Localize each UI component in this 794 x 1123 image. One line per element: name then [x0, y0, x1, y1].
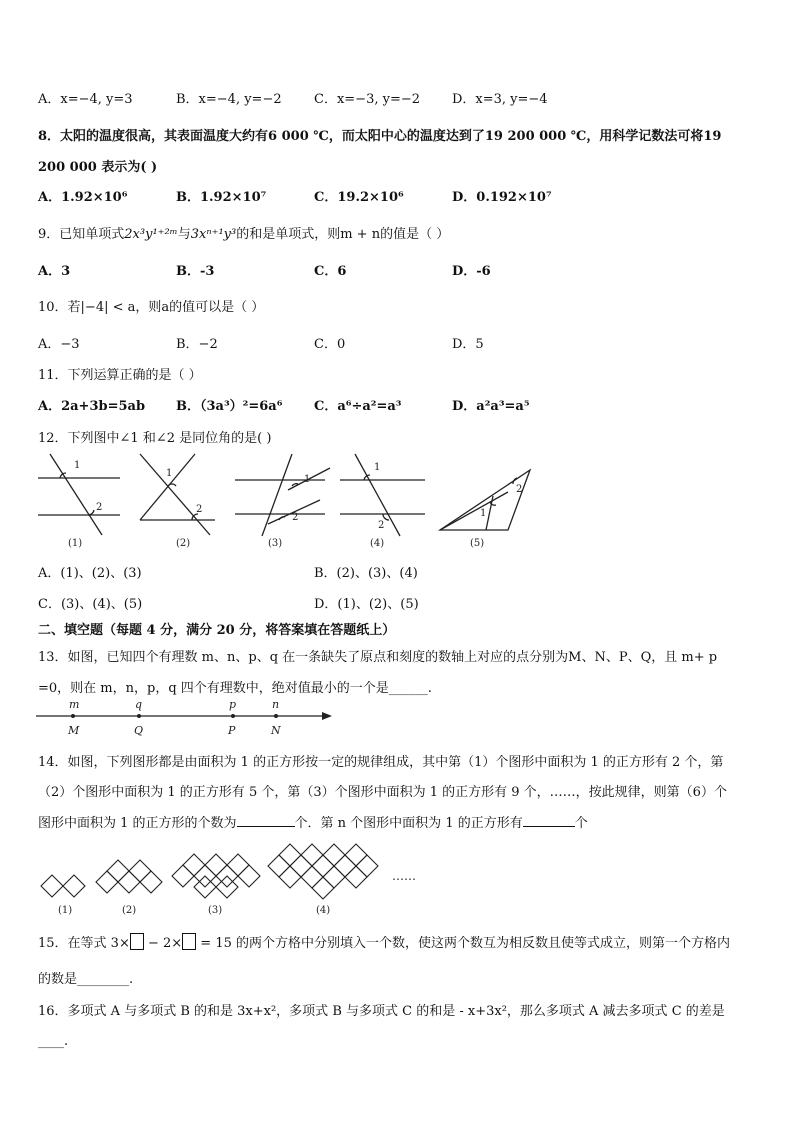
q11-option-b: B．（3a³）²=6a⁶: [176, 399, 283, 414]
q14-stem-line2: （2）个图形中面积为 1 的正方形有 5 个，第（3）个图形中面积为 1 的正方形有 9 个，……，按此规律，则第（6）个: [38, 785, 727, 800]
q15-box-1[interactable]: [130, 933, 144, 950]
q13-label-Q: Q: [134, 724, 144, 737]
q13-label-N: N: [271, 724, 281, 737]
q9-stem-mid: 与: [177, 227, 191, 242]
q9-option-b: B．-3: [176, 264, 215, 279]
q16-stem-line1: 16．多项式 A 与多项式 B 的和是 3x+x²，多项式 B 与多项式 C 的和是 - x+3x²，那么多项式 A 减去多项式 C 的差是: [38, 1004, 725, 1019]
q14-blank-1[interactable]: [237, 826, 295, 827]
q12-stem: 12．下列图中∠1 和∠2 是同位角的是( ): [38, 431, 272, 446]
q13-label-q: q: [135, 698, 143, 711]
q12-fig1-angle1: 1: [74, 460, 81, 471]
q8-option-b: B．1.92×10⁷: [176, 190, 267, 205]
q9-term2: 3xⁿ⁺¹y³: [190, 227, 237, 242]
q12-figure-2: [140, 454, 215, 535]
q12-fig4-angle2: 2: [378, 520, 385, 531]
q9-option-c: C．6: [314, 264, 347, 279]
q7-option-a: A．x=−4, y=3: [38, 92, 133, 107]
q15-mid: − 2×: [143, 936, 183, 951]
q14-figure-3: [172, 854, 260, 898]
q9-option-a: A．3: [38, 264, 71, 279]
q12-fig3-angle1: 1: [304, 474, 311, 485]
q14-line3-a: 图形中面积为 1 的正方形的个数为: [38, 816, 237, 831]
q12-fig2-angle1: 1: [166, 468, 173, 479]
q10-option-c: C．0: [314, 337, 346, 352]
q12-option-d: D．(1)、(2)、(5): [314, 597, 419, 612]
q14-figure-4: [268, 844, 378, 899]
q12-fig2-angle2: 2: [196, 504, 203, 515]
q8-stem-line1: 8．太阳的温度很高，其表面温度大约有6 000 ℃，而太阳中心的温度达到了19 200 000 ℃，用科学记数法可将19: [38, 129, 722, 144]
q10-stem: 10．若|−4| < a，则a的值可以是（ ）: [38, 300, 265, 315]
section-2-heading: 二、填空题（每题 4 分，满分 20 分，将答案填在答题纸上）: [38, 623, 396, 638]
q14-fig-label-3: (3): [208, 905, 223, 916]
q13-number-line: [36, 696, 336, 738]
q14-fig-label-4: (4): [316, 905, 331, 916]
q12-option-a: A．(1)、(2)、(3): [38, 566, 142, 581]
q14-line3-c: 个: [574, 816, 588, 831]
q7-option-c: C．x=−3, y=−2: [314, 92, 420, 107]
q15-stem-line2: 的数是________.: [38, 972, 134, 987]
q9-term1: 2x³y¹⁺²ᵐ: [124, 227, 178, 242]
q10-option-d: D．5: [452, 337, 484, 352]
q16-stem-line2: ____.: [38, 1034, 69, 1049]
q14-figures: [36, 836, 436, 918]
q14-stem-line1: 14．如图，下列图形都是由面积为 1 的正方形按一定的规律组成，其中第（1）个图形中面积为 1 的正方形有 2 个，第: [38, 755, 724, 770]
q14-fig-label-1: (1): [58, 905, 73, 916]
q9-option-d: D．-6: [452, 264, 491, 279]
q15-box-2[interactable]: [182, 933, 196, 950]
q13-label-m: m: [69, 698, 80, 711]
q13-label-n: n: [272, 698, 280, 711]
q11-option-d: D．a²a³=a⁵: [452, 399, 530, 414]
q12-fig5-angle1: 1: [480, 508, 487, 519]
q13-label-M: M: [68, 724, 80, 737]
q12-figure-3: [235, 454, 330, 536]
q12-figures: [30, 450, 540, 550]
q9-stem-pre: 9．已知单项式: [38, 227, 125, 242]
q8-stem-line2: 200 000 表示为( ): [38, 160, 158, 175]
q7-option-d: D．x=3, y=−4: [452, 92, 548, 107]
q12-fig-label-5: (5): [470, 538, 485, 549]
q14-ellipsis: ……: [392, 869, 416, 883]
q15-stem-line1: [38, 932, 730, 951]
q13-label-P: P: [228, 724, 236, 737]
q12-fig-label-4: (4): [370, 538, 385, 549]
q12-fig-label-1: (1): [68, 538, 83, 549]
q9-stem: [38, 223, 449, 242]
q12-option-c: C．(3)、(4)、(5): [38, 597, 143, 612]
q11-option-c: C．a⁶÷a²=a³: [314, 399, 402, 414]
q12-figure-5: [440, 470, 530, 530]
q10-option-a: A．−3: [38, 337, 80, 352]
q14-figure-1: [41, 875, 85, 897]
q8-option-c: C．19.2×10⁶: [314, 190, 404, 205]
q14-line3-b: 个．第 n 个图形中面积为 1 的正方形有: [294, 816, 523, 831]
q15-pre: 15．在等式 3×: [38, 936, 130, 951]
q8-option-d: D．0.192×10⁷: [452, 190, 552, 205]
q14-fig-label-2: (2): [122, 905, 137, 916]
q8-option-a: A．1.92×10⁶: [38, 190, 128, 205]
q10-option-b: B．−2: [176, 337, 218, 352]
q13-label-p: p: [229, 698, 237, 711]
q9-stem-post: 的和是单项式，则m + n的值是（ ）: [236, 227, 450, 242]
q12-option-b: B．(2)、(3)、(4): [314, 566, 418, 581]
q12-fig3-angle2: 2: [292, 512, 299, 523]
q14-blank-2[interactable]: [523, 826, 575, 827]
q12-fig-label-3: (3): [268, 538, 283, 549]
q11-option-a: A．2a+3b=5ab: [38, 399, 146, 414]
q12-fig5-angle2: 2: [516, 484, 523, 495]
q14-stem-line3: [38, 812, 588, 831]
q13-stem-line2: =0，则在 m，n，p，q 四个有理数中，绝对值最小的一个是______.: [38, 681, 432, 696]
q7-option-b: B．x=−4, y=−2: [176, 92, 282, 107]
q14-figure-2: [96, 860, 162, 893]
q11-stem: 11．下列运算正确的是（ ）: [38, 368, 202, 383]
q12-fig1-angle2: 2: [96, 502, 103, 513]
q12-fig-label-2: (2): [176, 538, 191, 549]
q12-fig4-angle1: 1: [374, 462, 381, 473]
q13-stem-line1: 13．如图，已知四个有理数 m、n、p、q 在一条缺失了原点和刻度的数轴上对应的点分别为M、N、P、Q，且 m+ p: [38, 650, 718, 665]
q15-post: = 15 的两个方格中分别填入一个数，使这两个数互为相反数且使等式成立，则第一个方格内: [196, 936, 731, 951]
